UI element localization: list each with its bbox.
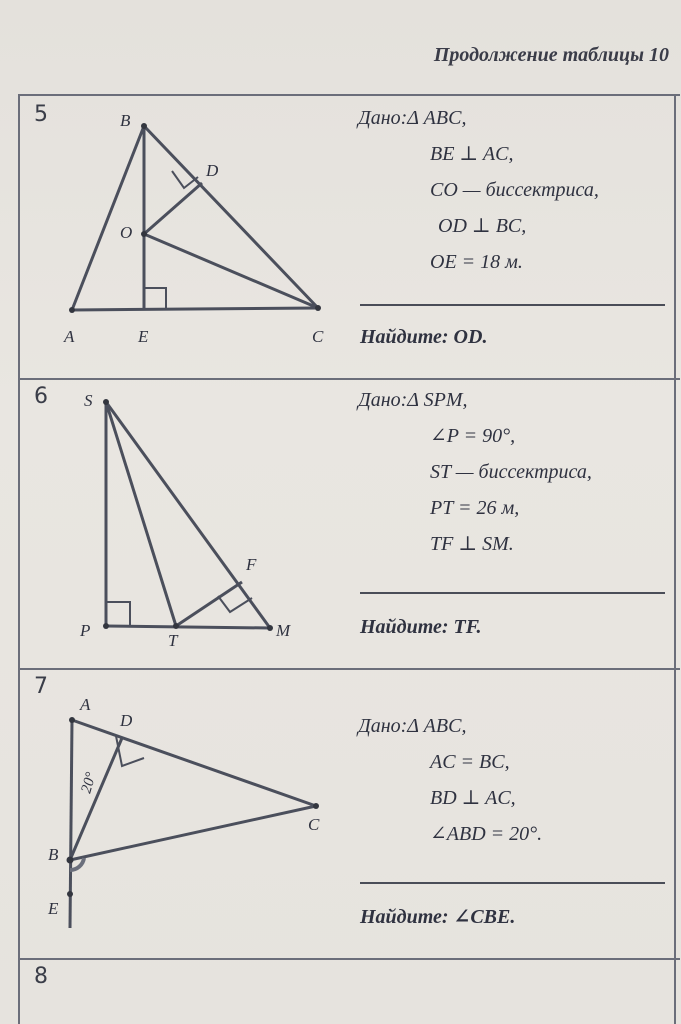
problem-row-6 bbox=[20, 378, 680, 670]
label-c: C bbox=[308, 815, 320, 834]
triangle-spm-figure bbox=[20, 378, 354, 668]
find-text: Найдите: ∠CBE. bbox=[360, 906, 516, 928]
label-t: T bbox=[168, 631, 178, 650]
given-block: Дано:Δ ABC, BE ⊥ AC, CO — биссектриса, OD ⊥ BC, OE = 18 м. bbox=[358, 107, 599, 273]
label-m: M bbox=[276, 621, 291, 640]
find-text: Найдите: OD. bbox=[360, 326, 488, 348]
problem-number: 6 bbox=[34, 384, 48, 409]
angle-label: 20° bbox=[78, 770, 100, 796]
given-block: Дано:Δ SPM, ∠P = 90°, ST — биссектриса, PT = 26 м, TF ⊥ SM. bbox=[358, 389, 592, 555]
problem-number: 8 bbox=[34, 964, 48, 989]
label-e: E bbox=[138, 327, 149, 346]
triangle-abc-figure bbox=[20, 668, 354, 958]
triangle-abc-figure bbox=[20, 96, 354, 378]
label-a: A bbox=[64, 327, 75, 346]
label-s: S bbox=[84, 391, 93, 410]
problem-number: 7 bbox=[34, 674, 48, 699]
label-e: E bbox=[48, 899, 59, 918]
problem-row-5 bbox=[20, 96, 680, 380]
answer-line bbox=[360, 304, 665, 306]
find-text: Найдите: TF. bbox=[360, 616, 482, 638]
answer-line bbox=[360, 592, 665, 594]
table-continuation-header: Продолжение таблицы 10 bbox=[433, 44, 669, 66]
problem-number: 5 bbox=[34, 102, 48, 127]
problem-row-8 bbox=[20, 958, 680, 1024]
problem-row-7 bbox=[20, 668, 680, 960]
label-o: O bbox=[120, 223, 133, 242]
given-block: Дано:Δ ABC, AC = BC, BD ⊥ AC, ∠ABD = 20°. bbox=[358, 715, 543, 845]
label-f: F bbox=[246, 555, 257, 574]
problem-table bbox=[18, 94, 680, 1024]
label-d: D bbox=[206, 161, 219, 180]
answer-line bbox=[360, 882, 665, 884]
label-a: A bbox=[80, 695, 91, 714]
label-d: D bbox=[120, 711, 133, 730]
label-b: B bbox=[48, 845, 59, 864]
label-p: P bbox=[80, 621, 91, 640]
label-b: B bbox=[120, 111, 131, 130]
label-c: C bbox=[312, 327, 324, 346]
